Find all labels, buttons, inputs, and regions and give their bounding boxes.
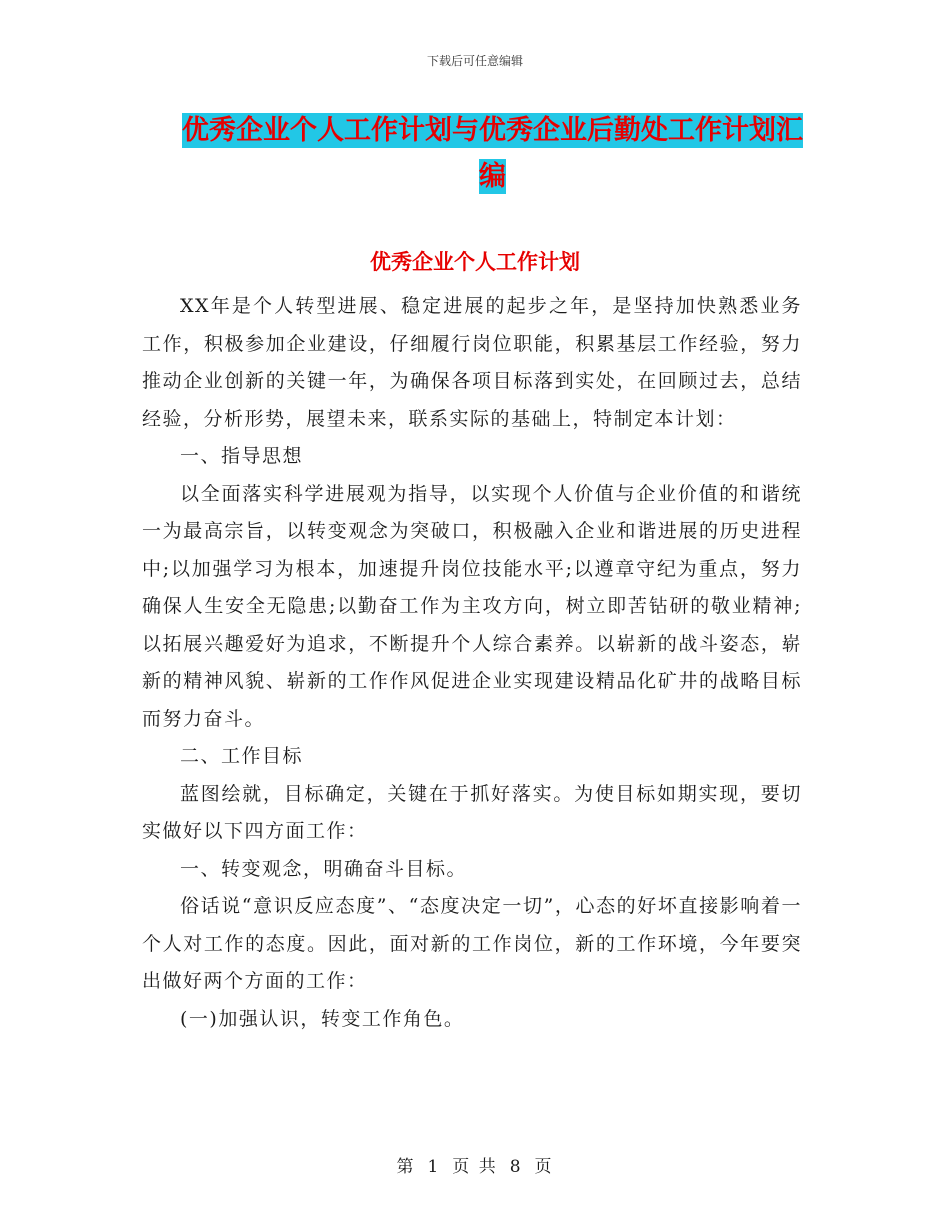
document-title [180, 108, 805, 200]
paragraph-work-goals: 蓝图绘就，目标确定，关键在于抓好落实。为使目标如期实现，要切实做好以下四方面工作： [142, 782, 802, 842]
paragraph-change-mindset: 俗话说“意识反应态度”、“态度决定一切”，心态的好坏直接影响着一个人对工作的态度。因此，面对新的工作岗位，新的工作环境，今年要突出做好两个方面的工作： [142, 895, 802, 992]
heading-guiding-ideology: 一、指导思想 [180, 445, 304, 467]
footer-page-number: 1 [427, 1157, 441, 1177]
footer-middle: 页 共 [452, 1157, 498, 1177]
header-note: 下载后可任意编辑 [426, 54, 523, 68]
section-title: 优秀企业个人工作计划 [370, 250, 580, 274]
footer-suffix: 页 [534, 1157, 554, 1177]
document-body [142, 288, 802, 1038]
heading-change-mindset: 一、转变观念，明确奋斗目标。 [180, 857, 468, 880]
heading-work-goals: 二、工作目标 [180, 745, 304, 767]
document-title-text: 优秀企业个人工作计划与优秀企业后勤处工作计划汇编 [182, 115, 803, 192]
subheading-strengthen-awareness: (一)加强认识，转变工作角色。 [180, 1007, 465, 1030]
page-footer [0, 1152, 950, 1177]
paragraph-guiding-ideology: 以全面落实科学进展观为指导，以实现个人价值与企业价值的和谐统一为最高宗旨，以转变观念为突破口，积极融入企业和谐进展的历史进程中;以加强学习为根本，加速提升岗位技能水平;以遵章守纪为重点，努力确保人生安全无隐患;以勤奋工作为主攻方向，树立即苦钻研的敬业精神;以拓展兴趣爱好为追求，不断提升个人综合素养。以崭新的战斗姿态，崭新的精神风貌、崭新的工作作风促进企业实现建设精品化矿井的战略目标而努力奋斗。 [142, 482, 802, 730]
paragraph-intro: XX年是个人转型进展、稳定进展的起步之年，是坚持加快熟悉业务工作，积极参加企业建设，仔细履行岗位职能，积累基层工作经验，努力推动企业创新的关键一年，为确保各项目标落到实处，在回顾过去，总结经验，分析形势，展望未来，联系实际的基础上，特制定本计划： [142, 295, 802, 430]
footer-prefix: 第 [396, 1157, 416, 1177]
footer-total-pages: 8 [509, 1157, 523, 1177]
